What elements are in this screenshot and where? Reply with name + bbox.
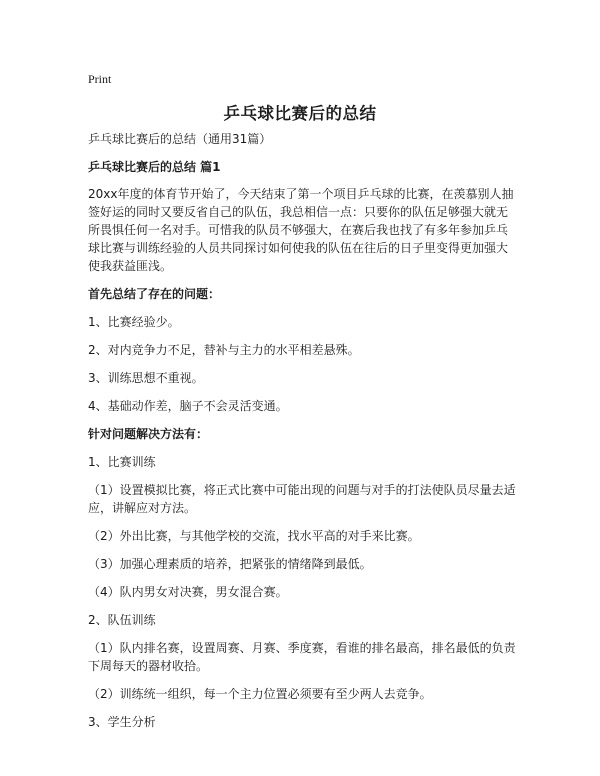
solutions-heading: 针对问题解决方法有：	[88, 427, 209, 441]
intro-paragraph: 20xx年度的体育节开始了，今天结束了第一个项目乒乓球的比赛，在羡慕别人抽签好运的同时又要反省自己的队伍，我总相信一点：只要你的队伍足够强大就无所畏惧任何一名对手。可惜我的队员不够强大，在赛后我也找了有多年参加乒乓球比赛与训练经验的人员共同探讨如何使我的队伍在往后的日子里变得更加强大使我获益匪浅。	[88, 187, 514, 273]
problem-item: 4、基础动作差，脑子不会灵活变通。	[88, 399, 288, 413]
solution-item: （4）队内男女对决赛，男女混合赛。	[88, 585, 288, 599]
solution-item: （3）加强心理素质的培养，把紧张的情绪降到最低。	[88, 557, 372, 571]
problems-heading: 首先总结了存在的问题：	[88, 287, 221, 301]
document-body	[88, 130, 518, 731]
solution-item: （2）外出比赛，与其他学校的交流，找水平高的对手来比赛。	[88, 529, 420, 543]
solution-item: （2）训练统一组织，每一个主力位置必须要有至少两人去竞争。	[88, 687, 432, 701]
solution-item: （1）设置模拟比赛，将正式比赛中可能出现的问题与对手的打法使队员尽量去适应，讲解应对方法。	[88, 483, 516, 515]
section-heading: 乒乓球比赛后的总结 篇1	[88, 160, 221, 174]
problem-item: 3、训练思想不重视。	[88, 371, 204, 385]
document-title: 乒乓球比赛后的总结	[223, 104, 377, 123]
document-subtitle: 乒乓球比赛后的总结（通用31篇）	[88, 132, 272, 146]
problem-item: 2、对内竞争力不足，替补与主力的水平相差悬殊。	[88, 343, 360, 357]
solution-category-title: 1、比赛训练	[88, 455, 156, 469]
solution-item: （1）队内排名赛，设置周赛、月赛、季度赛，看谁的排名最高，排名最低的负责下周每天的器材收拾。	[88, 641, 516, 673]
solution-category-title: 2、队伍训练	[88, 613, 156, 627]
print-link[interactable]: Print	[88, 72, 112, 86]
solution-category-title: 3、学生分析	[88, 715, 156, 729]
problem-item: 1、比赛经验少。	[88, 315, 180, 329]
